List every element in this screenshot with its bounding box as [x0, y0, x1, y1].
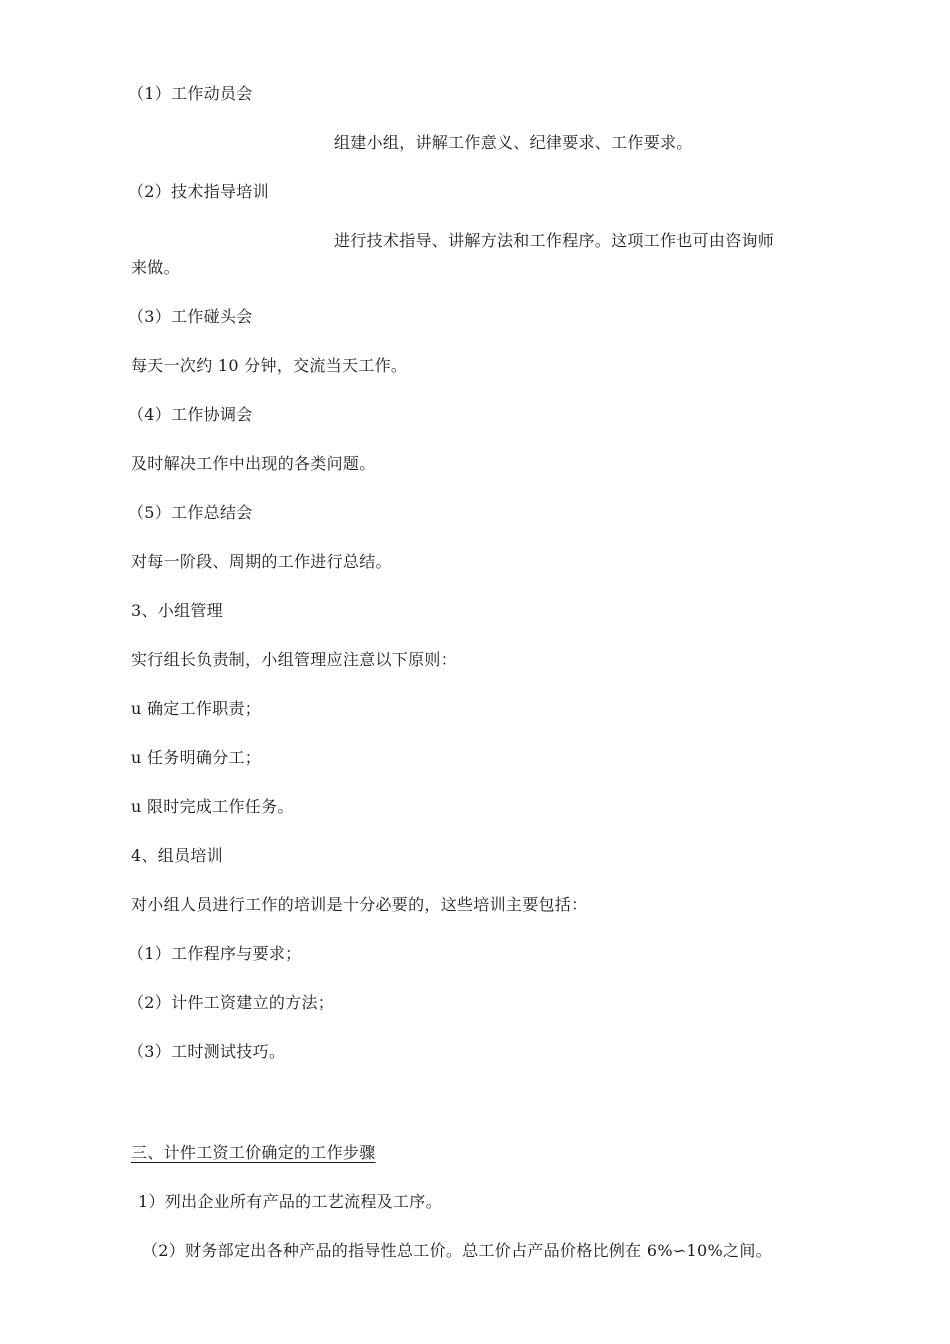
list-item: （2）计件工资建立的方法；	[128, 993, 335, 1012]
list-item: （1）工作程序与要求；	[128, 944, 302, 963]
section-heading: 4、组员培训	[131, 846, 223, 865]
item-heading: （1）工作动员会	[128, 84, 253, 103]
item-heading: （4）工作协调会	[128, 405, 253, 424]
paragraph: 实行组长负责制，小组管理应注意以下原则：	[131, 650, 458, 669]
section-heading: 3、小组管理	[131, 601, 223, 620]
item-description: 对每一阶段、周期的工作进行总结。	[131, 552, 392, 571]
item-heading: （3）工作碰头会	[128, 307, 253, 326]
step-item: 1）列出企业所有产品的工艺流程及工序。	[138, 1192, 442, 1211]
bullet-item: u 限时完成工作任务。	[131, 797, 294, 816]
item-heading: （5）工作总结会	[128, 503, 253, 522]
list-item: （3）工时测试技巧。	[128, 1042, 286, 1061]
bullet-item: u 任务明确分工；	[131, 748, 262, 767]
item-description-continuation: 来做。	[131, 258, 180, 277]
item-description: 进行技术指导、讲解方法和工作程序。这项工作也可由咨询师	[334, 231, 775, 250]
paragraph: 对小组人员进行工作的培训是十分必要的，这些培训主要包括：	[131, 895, 588, 914]
bullet-item: u 确定工作职责；	[131, 699, 262, 718]
item-description: 组建小组，讲解工作意义、纪律要求、工作要求。	[334, 133, 693, 152]
item-heading: （2）技术指导培训	[128, 182, 269, 201]
item-description: 及时解决工作中出现的各类问题。	[131, 454, 376, 473]
step-item: （2）财务部定出各种产品的指导性总工价。总工价占产品价格比例在 6%∽10%之间。	[142, 1241, 772, 1260]
chapter-heading: 三、计件工资工价确定的工作步骤	[131, 1143, 376, 1162]
item-description: 每天一次约 10 分钟，交流当天工作。	[131, 356, 408, 375]
